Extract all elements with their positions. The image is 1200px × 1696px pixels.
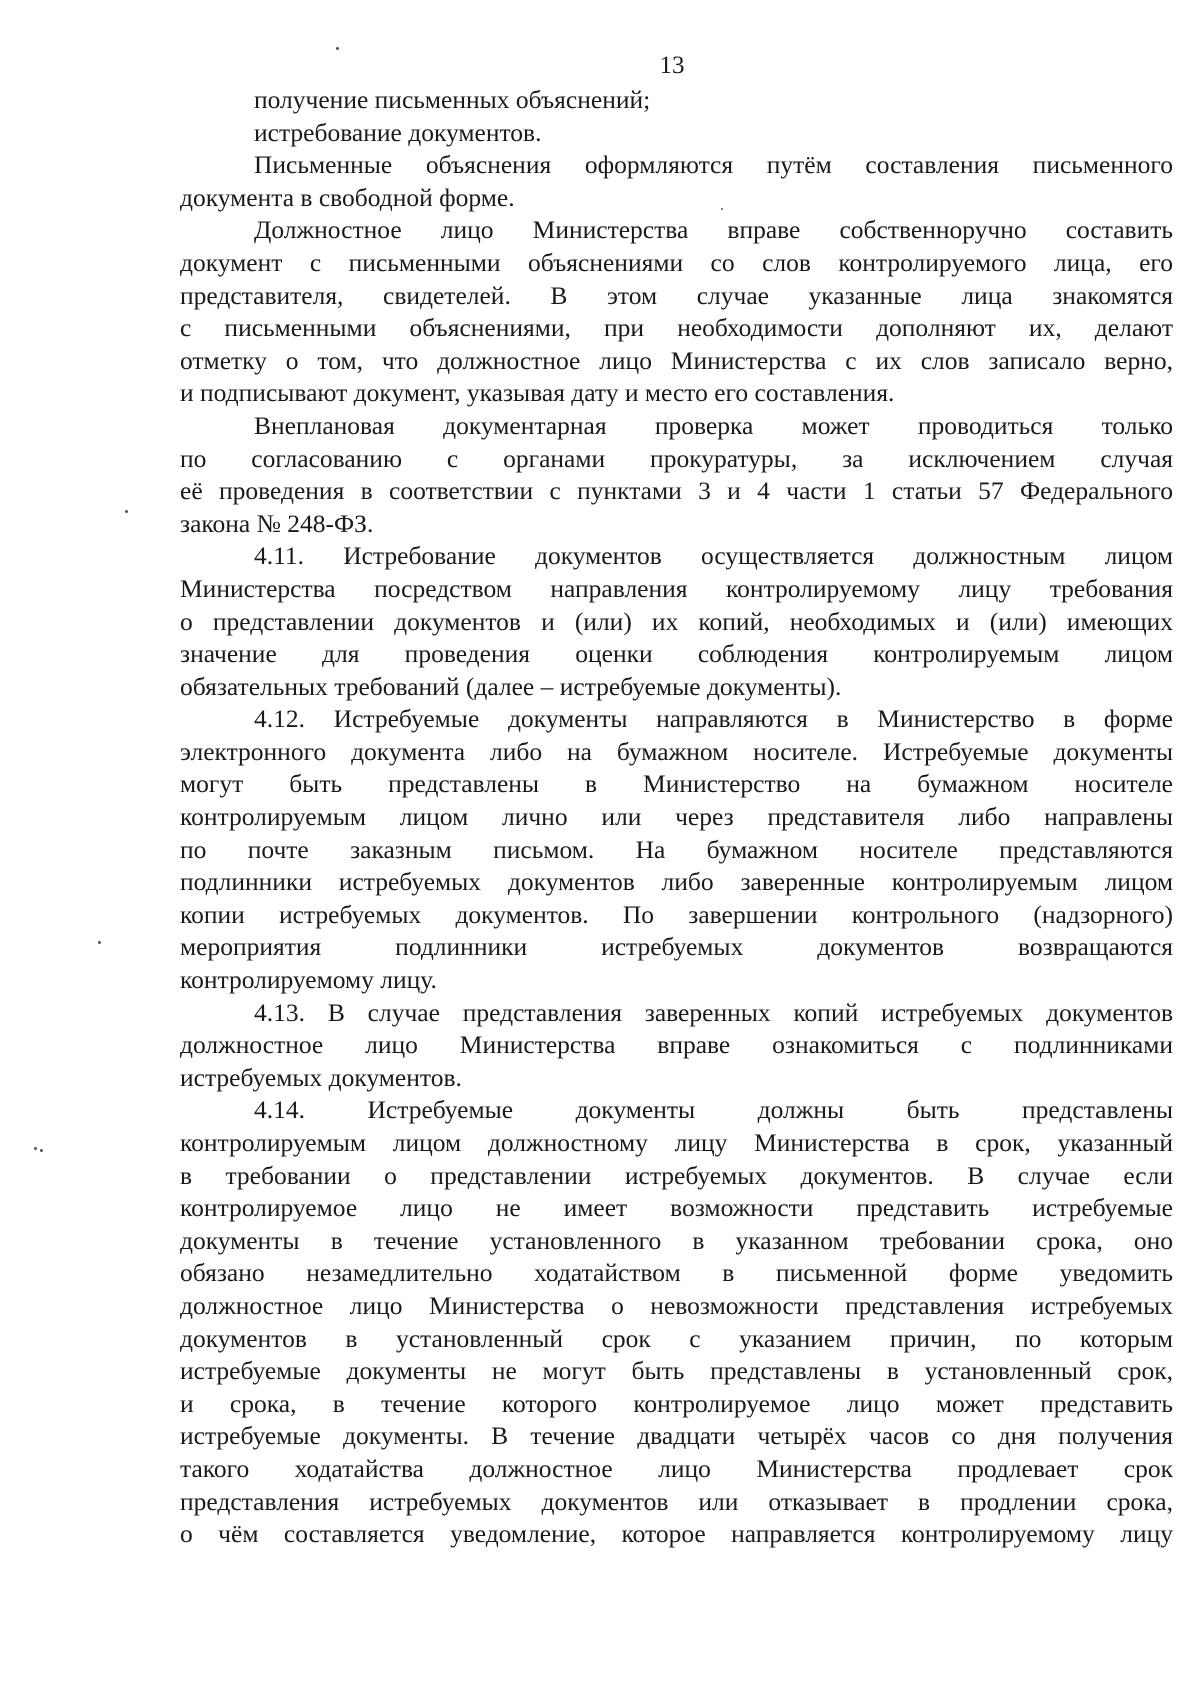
text-line: подлинники истребуемых документов либо заверенные контролируемым лицом	[180, 867, 1173, 897]
text-line: истребование документов.	[254, 117, 542, 147]
text-line: отметку о том, что должностное лицо Министерства с их слов записало верно,	[180, 345, 1173, 375]
text-line: контролируемым лицом лично или через представителя либо направлены	[180, 802, 1173, 832]
text-line: истребуемые документы не могут быть представлены в установленный срок,	[180, 1356, 1173, 1386]
text-line: истребуемых документов.	[180, 1062, 462, 1092]
text-line: 4.12. Истребуемые документы направляются в Министерство в форме	[254, 704, 1173, 734]
text-line: контролируемое лицо не имеет возможности представить истребуемые	[180, 1193, 1173, 1223]
text-line: документы в течение установленного в указанном требовании срока, оно	[180, 1225, 1173, 1255]
text-line: 4.14. Истребуемые документы должны быть представлены	[254, 1095, 1173, 1125]
text-line: по почте заказным письмом. На бумажном носителе представляются	[180, 834, 1173, 864]
text-line: получение письменных объяснений;	[254, 85, 651, 114]
text-line: значение для проведения оценки соблюдения контролируемым лицом	[180, 639, 1173, 669]
text-line: обязано незамедлительно ходатайством в письменной форме уведомить	[180, 1258, 1173, 1288]
scan-speck	[721, 208, 723, 210]
text-line: её проведения в соответствии с пунктами 3 и 4 части 1 статьи 57 Федерального	[180, 476, 1173, 506]
text-line: в требовании о представлении истребуемых документов. В случае если	[180, 1160, 1173, 1190]
text-line: могут быть представлены в Министерство на бумажном носителе	[180, 769, 1173, 799]
text-line: электронного документа либо на бумажном носителе. Истребуемые документы	[180, 736, 1173, 766]
scan-speck	[40, 1149, 43, 1152]
scan-speck	[34, 1147, 37, 1150]
text-line: 4.13. В случае представления заверенных копий истребуемых документов	[254, 997, 1173, 1027]
text-line: документа в свободной форме.	[180, 182, 515, 212]
document-body	[180, 84, 1173, 1551]
text-line: копии истребуемых документов. По завершении контрольного (надзорного)	[180, 899, 1173, 929]
page-number: 13	[659, 52, 685, 79]
text-line: представителя, свидетелей. В этом случае указанные лица знакомятся	[180, 280, 1173, 310]
scan-speck	[98, 941, 101, 944]
scan-speck	[125, 510, 128, 513]
text-line: истребуемые документы. В течение двадцати четырёх часов со дня получения	[180, 1421, 1173, 1451]
text-line: контролируемому лицу.	[180, 965, 437, 995]
text-line: по согласованию с органами прокуратуры, за исключением случая	[180, 443, 1173, 473]
text-line: должностное лицо Министерства о невозможности представления истребуемых	[180, 1290, 1173, 1320]
text-line: должностное лицо Министерства вправе ознакомиться с подлинниками	[180, 1030, 1173, 1060]
text-line: обязательных требований (далее – истребуемые документы).	[180, 671, 842, 701]
text-line: закона № 248-ФЗ.	[180, 508, 374, 538]
text-line: представления истребуемых документов или отказывает в продлении срока,	[180, 1486, 1173, 1516]
text-line: 4.11. Истребование документов осуществляется должностным лицом	[254, 541, 1173, 571]
text-line: контролируемым лицом должностному лицу Министерства в срок, указанный	[180, 1128, 1173, 1157]
text-line: с письменными объяснениями, при необходимости дополняют их, делают	[180, 313, 1173, 343]
text-line: о представлении документов и (или) их копий, необходимых и (или) имеющих	[180, 606, 1173, 636]
text-line: документов в установленный срок с указанием причин, по которым	[180, 1323, 1173, 1353]
text-line: Министерства посредством направления контролируемому лицу требования	[180, 573, 1173, 603]
text-line: документ с письменными объяснениями со слов контролируемого лица, его	[180, 247, 1173, 277]
text-line: такого ходатайства должностное лицо Министерства продлевает срок	[180, 1453, 1173, 1483]
text-line: Внеплановая документарная проверка может проводиться только	[254, 410, 1173, 440]
text-line: и срока, в течение которого контролируемое лицо может представить	[180, 1388, 1173, 1418]
text-line: о чём составляется уведомление, которое направляется контролируемому лицу	[180, 1519, 1173, 1549]
text-line: Должностное лицо Министерства вправе собственноручно составить	[254, 215, 1173, 245]
scan-speck	[336, 47, 339, 50]
text-line: и подписывают документ, указывая дату и место его составления.	[180, 378, 895, 408]
text-line: мероприятия подлинники истребуемых документов возвращаются	[180, 932, 1173, 962]
text-line: Письменные объяснения оформляются путём составления письменного	[254, 150, 1173, 180]
